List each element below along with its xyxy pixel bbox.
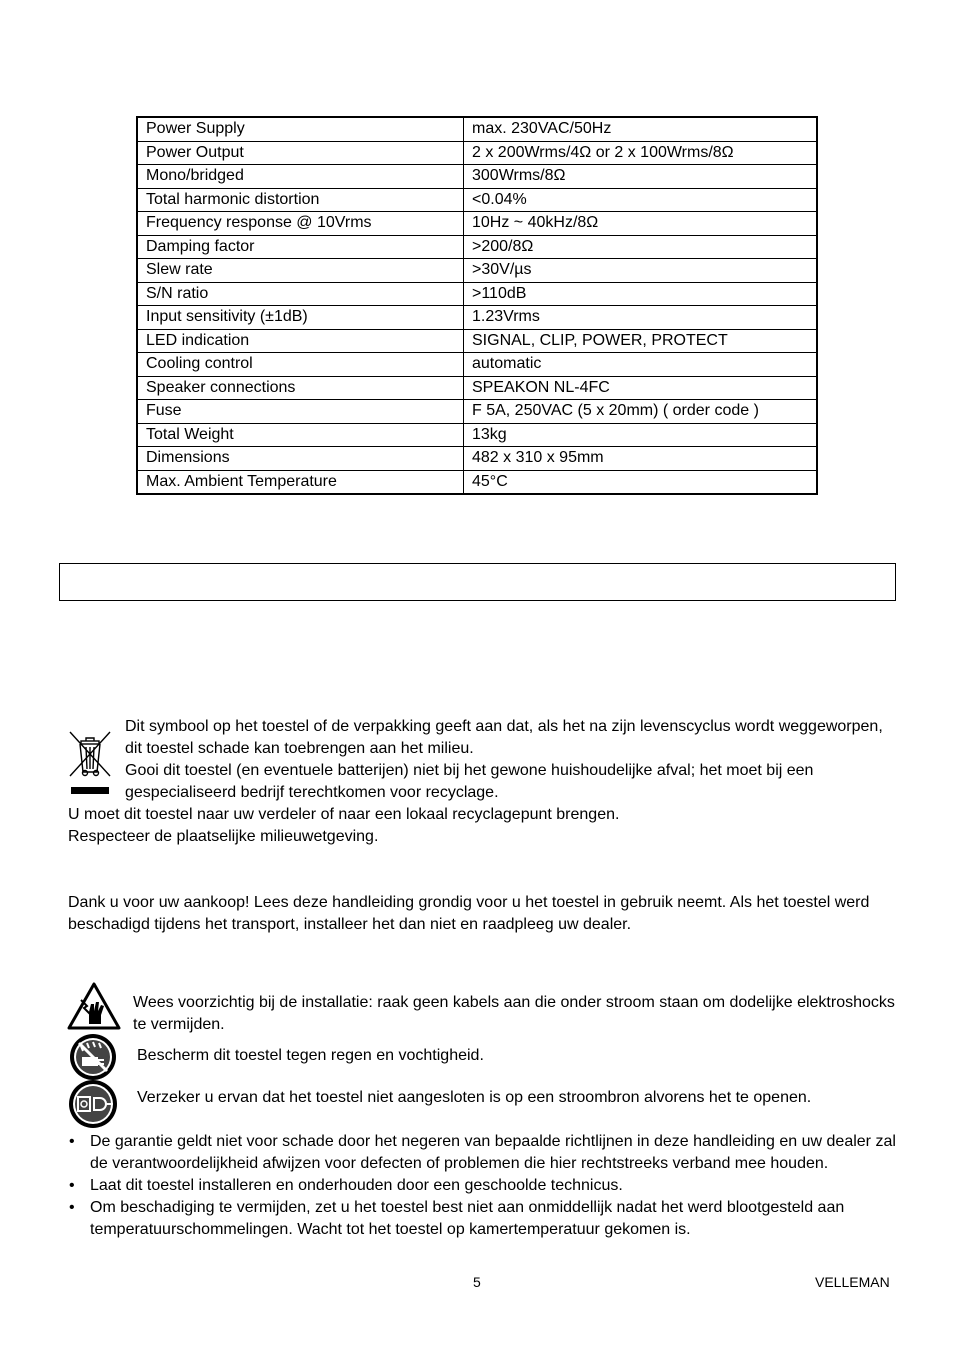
spec-value: F 5A, 250VAC (5 x 20mm) ( order code ) — [464, 400, 818, 424]
spec-row — [137, 470, 817, 494]
intro-text-line: beschadigd tijdens het transport, installeer het dan niet en raadpleeg uw dealer. — [68, 916, 632, 933]
spec-row — [137, 423, 817, 447]
spec-row — [137, 282, 817, 306]
spec-row — [137, 376, 817, 400]
spec-label: Fuse — [137, 400, 464, 424]
electric-shock-warning-icon — [67, 982, 121, 1030]
spec-row — [137, 329, 817, 353]
spec-row — [137, 306, 817, 330]
intro-text-line: Dank u voor uw aankoop! Lees deze handleiding grondig voor u het toestel in gebruik neemt. Als het toestel werd — [68, 894, 870, 911]
spec-value: automatic — [464, 353, 818, 377]
spec-row — [137, 353, 817, 377]
bullet-text-line: temperatuurschommelingen. Wacht tot het toestel op kamertemperatuur gekomen is. — [90, 1221, 691, 1238]
spec-label: Mono/bridged — [137, 165, 464, 189]
spec-value: >30V/µs — [464, 259, 818, 283]
spec-row — [137, 188, 817, 212]
bullet-text-line: Om beschadiging te vermijden, zet u het toestel best niet aan onmiddellijk nadat het werd blootgesteld aan — [90, 1199, 845, 1216]
spec-row — [137, 165, 817, 189]
weee-text-line: dit toestel schade kan toebrengen aan het milieu. — [125, 740, 474, 757]
spec-label: Cooling control — [137, 353, 464, 377]
spec-label: Dimensions — [137, 447, 464, 471]
bullet-icon: • — [69, 1133, 75, 1150]
spec-label: Power Supply — [137, 117, 464, 141]
spec-value: 10Hz ~ 40kHz/8Ω — [464, 212, 818, 236]
unplug-warning-text: Verzeker u ervan dat het toestel niet aangesloten is op een stroombron alvorens het te openen. — [137, 1089, 812, 1106]
spec-row — [137, 141, 817, 165]
section-banner — [59, 563, 896, 601]
list-item — [68, 1175, 898, 1197]
rain-protection-icon — [67, 1033, 119, 1081]
spec-value: <0.04% — [464, 188, 818, 212]
spec-value: >110dB — [464, 282, 818, 306]
rain-warning-text: Bescherm dit toestel tegen regen en vochtigheid. — [137, 1047, 484, 1064]
spec-label: Total Weight — [137, 423, 464, 447]
spec-value: 1.23Vrms — [464, 306, 818, 330]
bullet-text-line: de verantwoordelijkheid afwijzen voor defecten of problemen die hier rechtstreeks verband mee houden. — [90, 1155, 829, 1172]
spec-value: 13kg — [464, 423, 818, 447]
spec-value: 2 x 200Wrms/4Ω or 2 x 100Wrms/8Ω — [464, 141, 818, 165]
spec-row — [137, 235, 817, 259]
spec-value: 300Wrms/8Ω — [464, 165, 818, 189]
bullet-icon: • — [69, 1199, 75, 1216]
crossed-bin-icon — [66, 728, 114, 796]
spec-value: 45°C — [464, 470, 818, 494]
weee-text-line: Gooi dit toestel (en eventuele batterijen) niet bij het gewone huishoudelijke afval; het moet bij een — [125, 762, 814, 779]
spec-value: max. 230VAC/50Hz — [464, 117, 818, 141]
spec-label: S/N ratio — [137, 282, 464, 306]
spec-value: 482 x 310 x 95mm — [464, 447, 818, 471]
list-item — [68, 1197, 898, 1241]
spec-row — [137, 447, 817, 471]
spec-label: Max. Ambient Temperature — [137, 470, 464, 494]
safety-bullet-list — [68, 1131, 898, 1241]
spec-row — [137, 117, 817, 141]
weee-text-line: U moet dit toestel naar uw verdeler of naar een lokaal recyclagepunt brengen. — [68, 806, 620, 823]
spec-label: LED indication — [137, 329, 464, 353]
spec-value: SIGNAL, CLIP, POWER, PROTECT — [464, 329, 818, 353]
spec-label: Speaker connections — [137, 376, 464, 400]
spec-label: Slew rate — [137, 259, 464, 283]
spec-value: SPEAKON NL-4FC — [464, 376, 818, 400]
spec-label: Damping factor — [137, 235, 464, 259]
page-number: 5 — [473, 1274, 481, 1290]
unplug-before-opening-icon — [67, 1079, 121, 1129]
spec-label: Total harmonic distortion — [137, 188, 464, 212]
shock-warning-text: Wees voorzichtig bij de installatie: raak geen kabels aan die onder stroom staan om dodelijke elektroshocks — [133, 994, 895, 1011]
shock-warning-text: te vermijden. — [133, 1016, 225, 1033]
bullet-text-line: Laat dit toestel installeren en onderhouden door een geschoolde technicus. — [90, 1177, 623, 1194]
weee-text-line: Respecteer de plaatselijke milieuwetgeving. — [68, 828, 379, 845]
spec-value: >200/8Ω — [464, 235, 818, 259]
spec-row — [137, 212, 817, 236]
weee-text-line: Dit symbool op het toestel of de verpakking geeft aan dat, als het na zijn levenscyclus wordt weggeworpen, — [125, 718, 883, 735]
bullet-text-line: De garantie geldt niet voor schade door het negeren van bepaalde richtlijnen in deze handleiding en uw dealer zal — [90, 1133, 896, 1150]
specifications-table — [136, 116, 818, 495]
weee-text-line: gespecialiseerd bedrijf terechtkomen voor recyclage. — [125, 784, 499, 801]
list-item — [68, 1131, 898, 1175]
bullet-icon: • — [69, 1177, 75, 1194]
spec-label: Input sensitivity (±1dB) — [137, 306, 464, 330]
brand-name: VELLEMAN — [815, 1274, 890, 1290]
spec-row — [137, 259, 817, 283]
spec-label: Frequency response @ 10Vrms — [137, 212, 464, 236]
spec-row — [137, 400, 817, 424]
spec-label: Power Output — [137, 141, 464, 165]
